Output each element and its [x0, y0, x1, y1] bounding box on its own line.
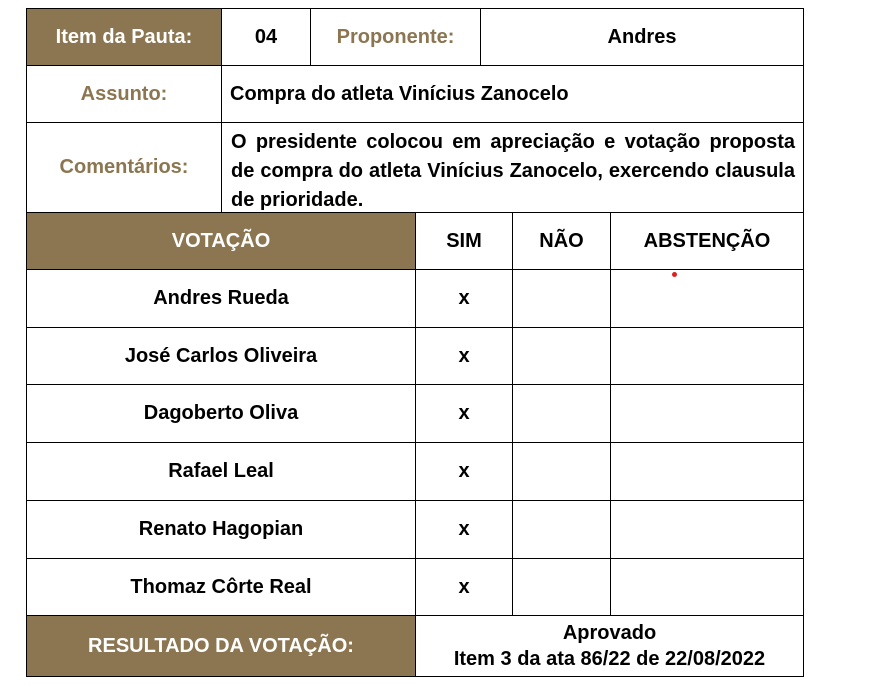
comments-label: Comentários:	[26, 122, 222, 213]
proponent-name: Andres	[480, 8, 804, 66]
vote-abstencao	[610, 500, 804, 559]
vote-sim: x	[415, 500, 513, 559]
vote-sim: x	[415, 327, 513, 385]
subject-value: Compra do atleta Vinícius Zanocelo	[221, 65, 804, 123]
result-reference: Item 3 da ata 86/22 de 22/08/2022	[453, 648, 766, 670]
comments-value: O presidente colocou em apreciação e votação proposta de compra do atleta Vinícius Zanocelo, exercendo clausula de prioridade.	[221, 122, 804, 213]
vote-sim: x	[415, 442, 513, 501]
voter-name: Thomaz Côrte Real	[26, 558, 416, 616]
vote-abstencao	[610, 269, 804, 328]
vote-nao	[512, 327, 611, 385]
vote-abstencao	[610, 442, 804, 501]
vote-sim: x	[415, 384, 513, 443]
vote-abstencao	[610, 558, 804, 616]
red-mark-dot	[672, 272, 677, 277]
voter-name: Renato Hagopian	[26, 500, 416, 559]
voter-name: Rafael Leal	[26, 442, 416, 501]
column-nao: NÃO	[512, 212, 611, 270]
vote-nao	[512, 500, 611, 559]
column-abstencao: ABSTENÇÃO	[610, 212, 804, 270]
result-label: RESULTADO DA VOTAÇÃO:	[26, 615, 416, 677]
column-sim: SIM	[415, 212, 513, 270]
result-value	[415, 615, 804, 677]
vote-sim: x	[415, 558, 513, 616]
vote-nao	[512, 442, 611, 501]
voter-name: Andres Rueda	[26, 269, 416, 328]
voting-header: VOTAÇÃO	[26, 212, 416, 270]
subject-label: Assunto:	[26, 65, 222, 123]
voter-name: Dagoberto Oliva	[26, 384, 416, 443]
vote-sim: x	[415, 269, 513, 328]
vote-abstencao	[610, 327, 804, 385]
voter-name: José Carlos Oliveira	[26, 327, 416, 385]
item-number: 04	[221, 8, 311, 66]
vote-nao	[512, 558, 611, 616]
proponent-label: Proponente:	[310, 8, 481, 66]
vote-abstencao	[610, 384, 804, 443]
item-label: Item da Pauta:	[26, 8, 222, 66]
vote-nao	[512, 269, 611, 328]
vote-nao	[512, 384, 611, 443]
result-status: Aprovado	[562, 622, 657, 644]
